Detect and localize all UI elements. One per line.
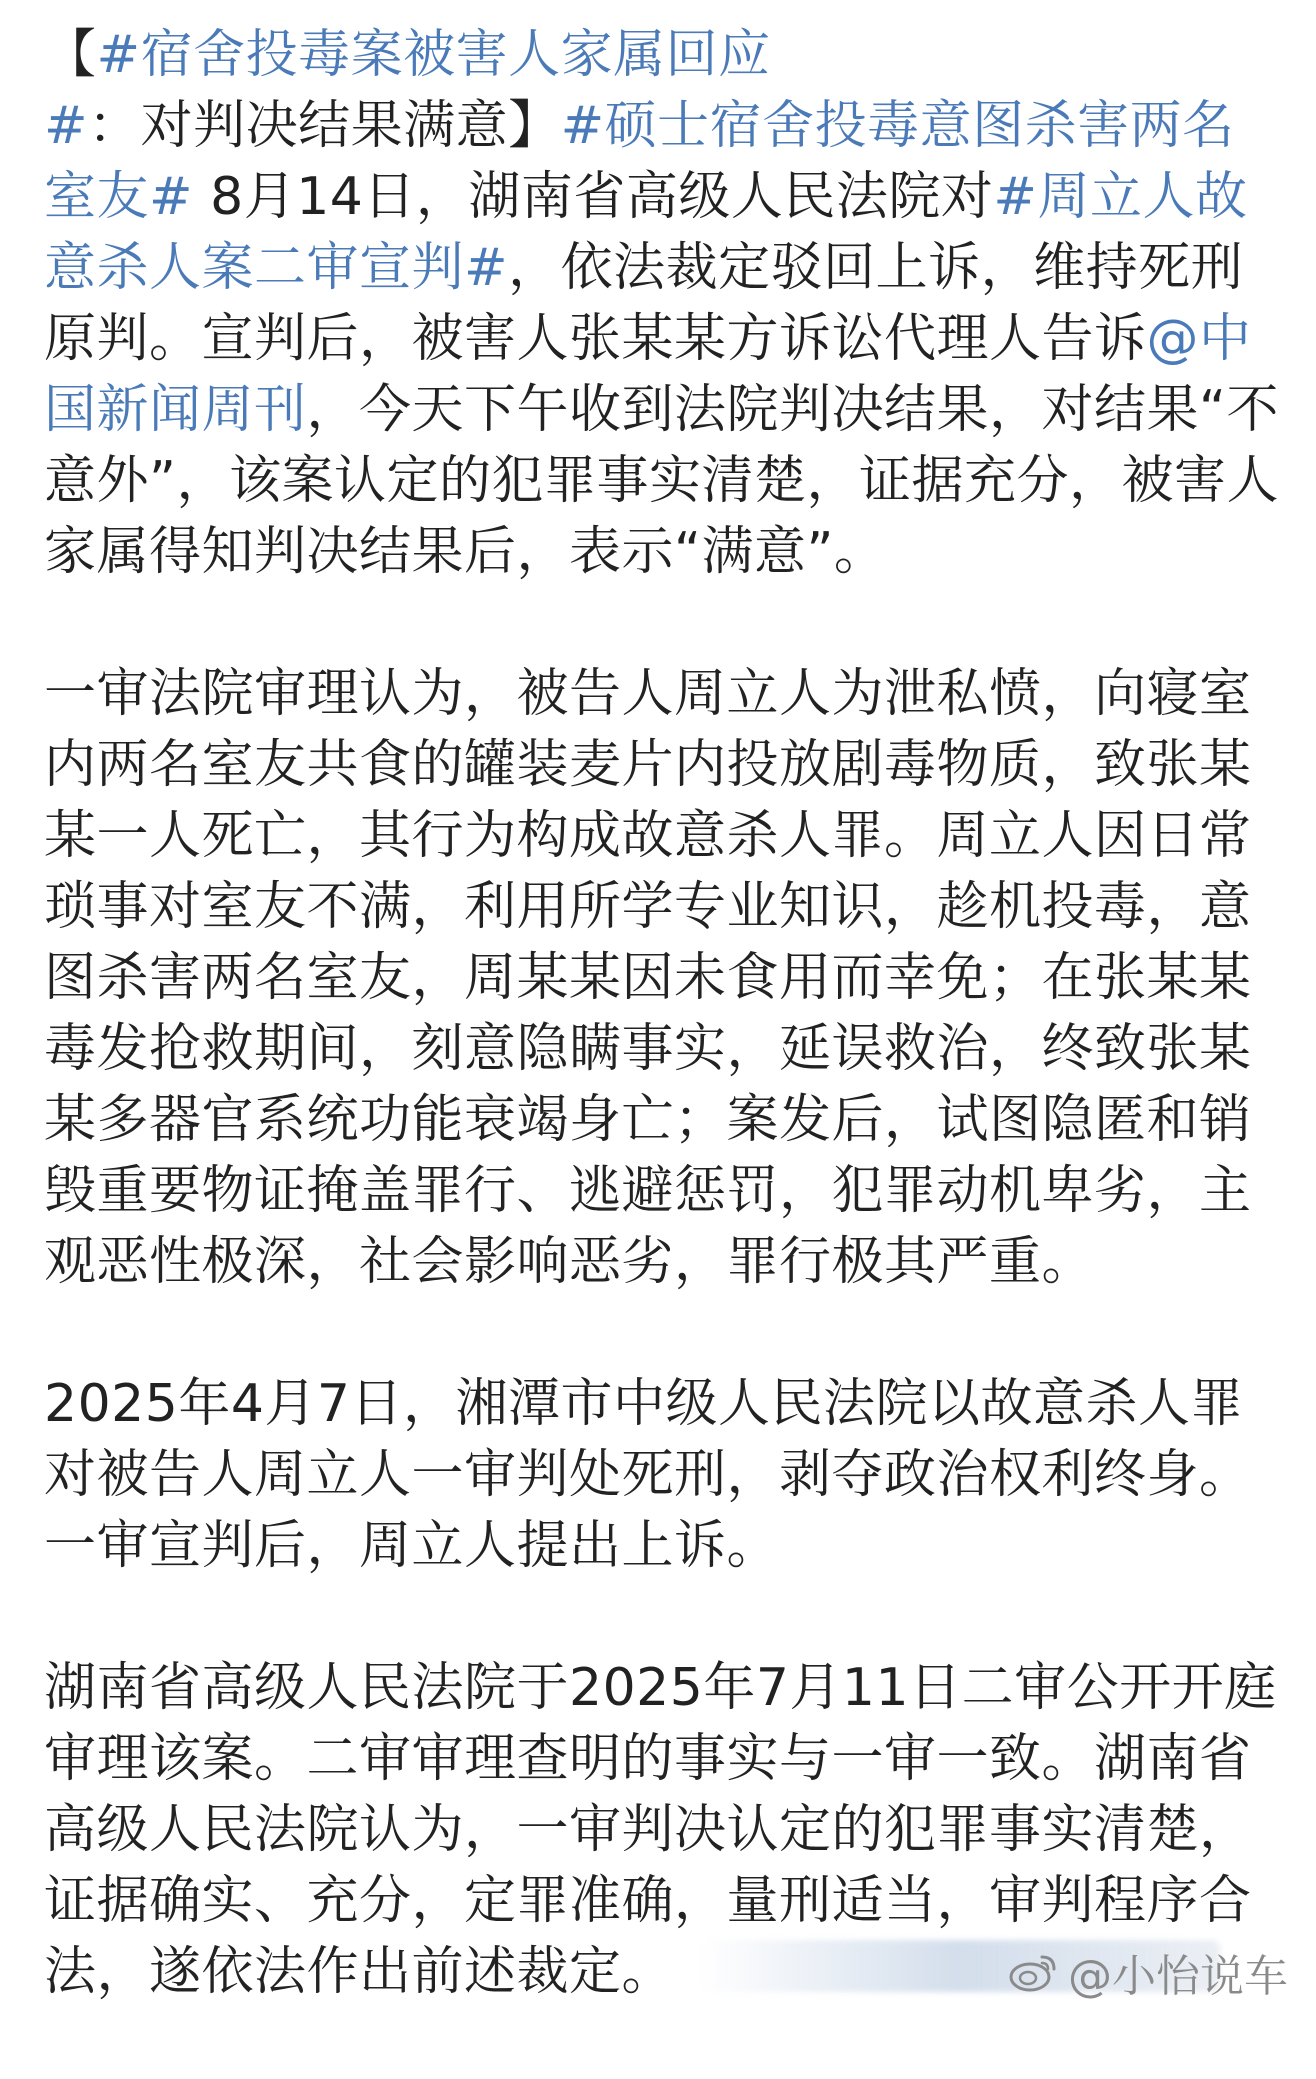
hashtag-link-second-trial-verdict[interactable]: #周立人故意杀人案二审宣判# [44, 167, 1247, 298]
hashtag-link-master-dorm-poisoning[interactable]: #硕士宿舍投毒意图杀害两名室友# [44, 96, 1235, 227]
hashtag-link-dorm-poisoning-family[interactable]: #宿舍投毒案被害人家属回应# [44, 25, 771, 156]
paragraph-3: 2025年4月7日，湘潭市中级人民法院以故意杀人罪对被告人周立人一审判处死刑，剥夺政治权利终身。一审宣判后，周立人提出上诉。 [44, 1369, 1284, 1582]
paragraph-text: ，依法裁定驳回上诉，维持死刑原判。宣判后，被害人张某某方诉讼代理人告诉 [44, 238, 1243, 369]
paragraph-1 [44, 20, 1284, 588]
paragraph-text: ，今天下午收到法院判决结果，对结果“不意外”，该案认定的犯罪事实清楚，证据充分，被害人家属得知判决结果后，表示“满意”。 [44, 380, 1279, 582]
weibo-logo-icon [1008, 1951, 1058, 1993]
lead-bracket: 【 [44, 25, 97, 85]
paragraph-text: ：对判决结果满意】 [88, 96, 561, 156]
watermark [1008, 1940, 1288, 2004]
paragraph-2: 一审法院审理认为，被告人周立人为泄私愤，向寝室内两名室友共食的罐装麦片内投放剧毒物质，致张某某一人死亡，其行为构成故意杀人罪。周立人因日常琐事对室友不满，利用所学专业知识，趁机投毒，意图杀害两名室友，周某某因未食用而幸免；在张某某毒发抢救期间，刻意隐瞒事实，延误救治，终致张某某多器官系统功能衰竭身亡；案发后，试图隐匿和销毁重要物证掩盖罪行、逃避惩罚，犯罪动机卑劣，主观恶性极深，社会影响恶劣，罪行极其严重。 [44, 659, 1284, 1298]
paragraph-4: 湖南省高级人民法院于2025年7月11日二审公开开庭审理该案。二审审理查明的事实与一审一致。湖南省高级人民法院认为，一审判决认定的犯罪事实清楚，证据确实、充分，定罪准确，量刑适当，审判程序合法，遂依法作出前述裁定。 [44, 1653, 1284, 2008]
weibo-post-body [44, 20, 1284, 2079]
paragraph-text: 8月14日，湖南省高级人民法院对 [193, 167, 993, 227]
mention-link-china-newsweek[interactable]: @中国新闻周刊 [44, 309, 1252, 440]
watermark-text: @小怡说车 [1068, 1940, 1288, 2004]
